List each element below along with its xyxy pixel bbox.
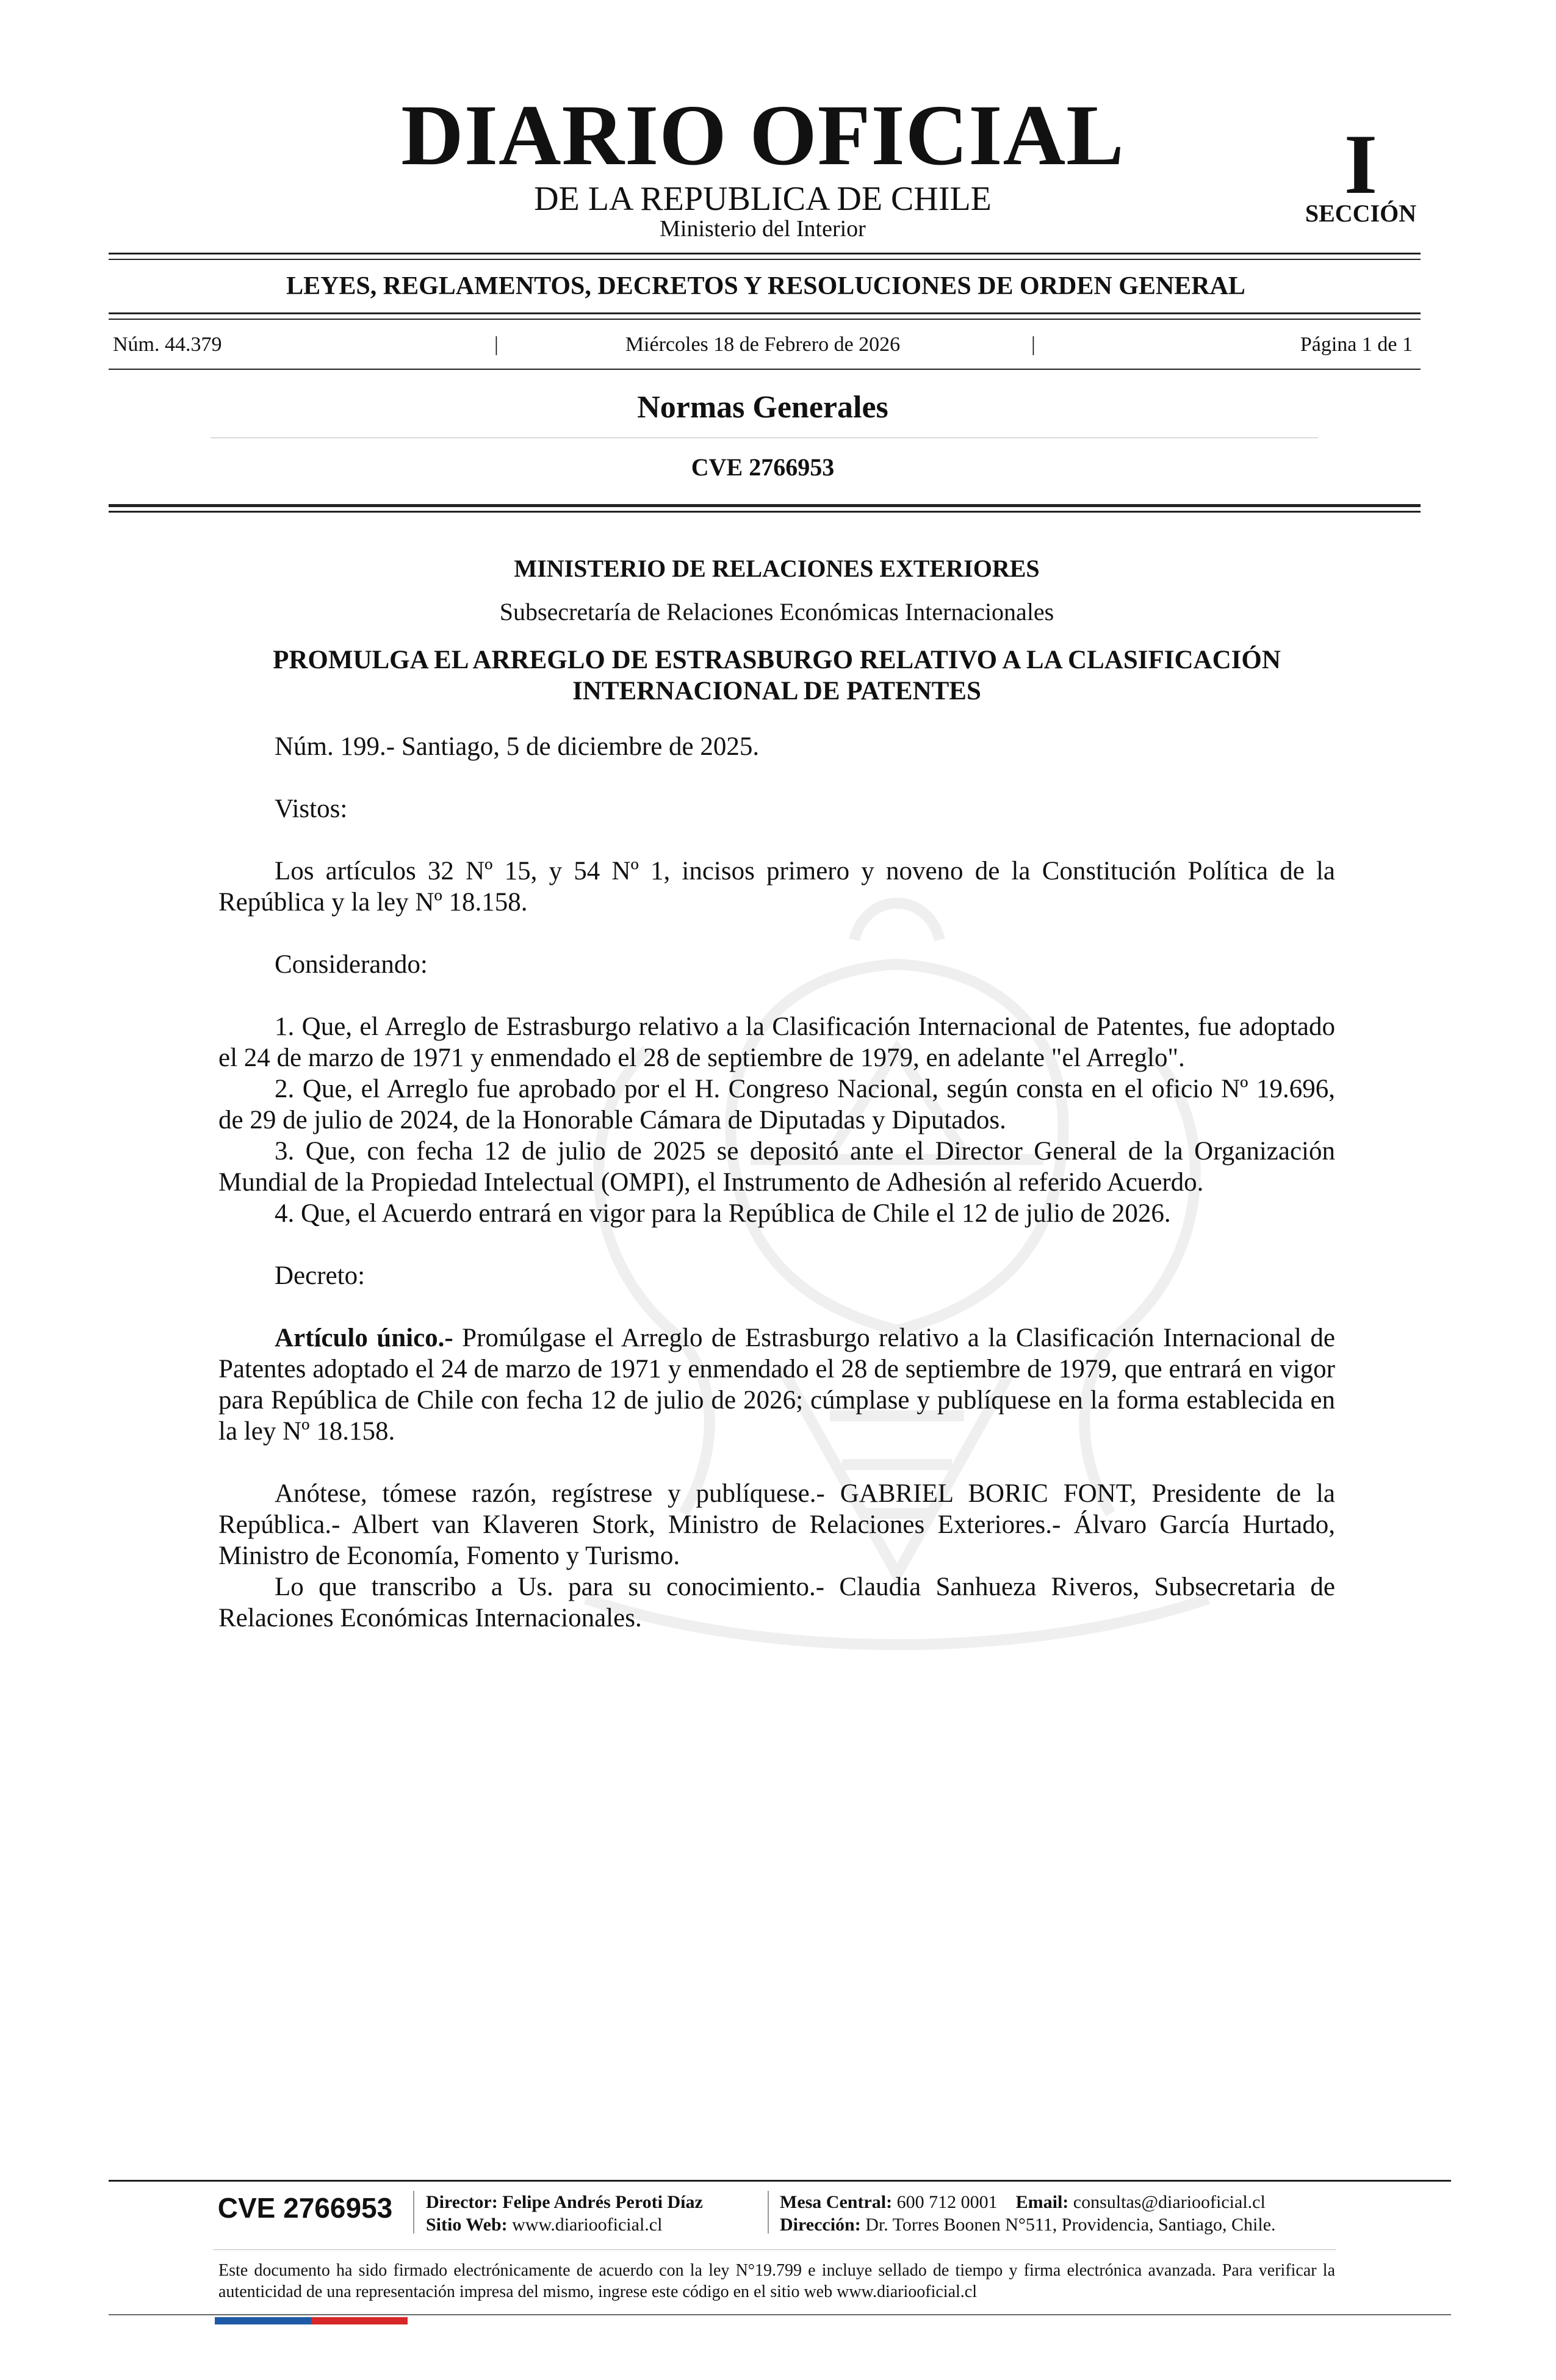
header-rule-2: [109, 259, 1421, 260]
flag-stripe-red: [311, 2317, 408, 2324]
email-label: Email:: [1015, 2192, 1069, 2212]
meta-rule: [109, 369, 1421, 370]
banner: LEYES, REGLAMENTOS, DECRETOS Y RESOLUCIONES DE ORDEN GENERAL: [286, 272, 1245, 300]
section-heading: Normas Generales: [637, 390, 888, 425]
footer-contact-block: [780, 2191, 1276, 2236]
considerando-item: 2. Que, el Arreglo fue aprobado por el H. Congreso Nacional, según consta en el oficio Nº 19.696, de 29 de julio de 2024, de la Honorable Cámara de Diputadas y Diputados.: [218, 1075, 1335, 1134]
footer-disclaimer: Este documento ha sido firmado electrónicamente de acuerdo con la ley N°19.799 e incluye sellado de tiempo y firma electrónica avanzada. Para verificar la autenticidad de una representación impresa del mismo, ingrese este código en el sitio web www.diariooficial.cl: [218, 2261, 1335, 2301]
footer-rule-bottom: [109, 2314, 1451, 2315]
considerando-item: 3. Que, con fecha 12 de julio de 2025 se depositó ante el Director General de la Organización Mundial de la Propiedad Intelectual (OMPI), el Instrumento de Adhesión al referido Acuerdo.: [218, 1137, 1335, 1197]
document-ministry: MINISTERIO DE RELACIONES EXTERIORES: [514, 555, 1040, 582]
articulo-text: Promúlgase el Arreglo de Estrasburgo relativo a la Clasificación Internacional de Patentes adoptado el 24 de marzo de 1971 y enmendado el 28 de septiembre de 1979, que entrará en vigor para República de Chile con fecha 12 de julio de 2026; cúmplase y publíquese en la forma establecida en la ley Nº 18.158.: [218, 1324, 1335, 1446]
articulo-label: Artículo único.-: [275, 1324, 453, 1352]
meta-separator: |: [494, 333, 499, 356]
web-link[interactable]: www.diariooficial.cl: [512, 2215, 663, 2235]
decree-number-line: Núm. 199.- Santiago, 5 de diciembre de 2025.: [275, 732, 760, 761]
issue-date: Miércoles 18 de Febrero de 2026: [625, 333, 901, 356]
page-indicator: Página 1 de 1: [1300, 333, 1413, 356]
decree-title-line-2: INTERNACIONAL DE PATENTES: [572, 677, 981, 705]
document-body: [218, 553, 1335, 1634]
considerando-item: 1. Que, el Arreglo de Estrasburgo relativo a la Clasificación Internacional de Patentes, fue adoptado el 24 de marzo de 1971 y enmendado el 28 de septiembre de 1979, en adelante "el Arreglo".: [218, 1012, 1335, 1072]
meta-separator: |: [1031, 333, 1036, 356]
footer-divider: [768, 2191, 769, 2234]
section-rule-2: [109, 511, 1421, 513]
address-value: Dr. Torres Boonen N°511, Providencia, Santiago, Chile.: [865, 2215, 1276, 2235]
issue-number: Núm. 44.379: [113, 333, 222, 356]
footer-divider: [413, 2191, 414, 2234]
considerando-label: Considerando:: [275, 950, 428, 979]
masthead-title: DIARIO OFICIAL: [401, 87, 1125, 183]
section-label: SECCIÓN: [1305, 200, 1417, 227]
section-rule-1: [109, 504, 1421, 507]
decree-title-line-1: PROMULGA EL ARREGLO DE ESTRASBURGO RELATIVO A LA CLASIFICACIÓN: [273, 646, 1281, 674]
vistos-label: Vistos:: [275, 795, 348, 823]
director-label: Director:: [426, 2192, 498, 2212]
director-name: Felipe Andrés Peroti Díaz: [502, 2192, 703, 2212]
vistos-text: Los artículos 32 Nº 15, y 54 Nº 1, incisos primero y noveno de la Constitución Política de la República y la ley Nº 18.158.: [218, 857, 1335, 917]
masthead-subtitle: DE LA REPUBLICA DE CHILE: [534, 180, 992, 218]
footer-director-block: [426, 2191, 703, 2236]
flag-stripe-blue: [215, 2317, 311, 2324]
section-numeral: I: [1344, 117, 1378, 212]
footer-rule-top: [109, 2180, 1451, 2182]
header-rule-1: [109, 253, 1421, 254]
footer-rule-mid: [214, 2249, 1336, 2250]
central-label: Mesa Central:: [780, 2192, 893, 2212]
central-phone: 600 712 0001: [896, 2192, 998, 2212]
cve-code: CVE 2766953: [691, 453, 835, 481]
web-label: Sitio Web:: [426, 2215, 508, 2235]
banner-rule-1: [109, 312, 1421, 314]
email-link[interactable]: consultas@diariooficial.cl: [1073, 2192, 1266, 2212]
articulo-unico: [218, 1322, 1335, 1447]
footer-cve-code: CVE 2766953: [217, 2192, 393, 2224]
transcription-note: Lo que transcribo a Us. para su conocimiento.- Claudia Sanhueza Riveros, Subsecretaria de Relaciones Económicas Internacionales.: [218, 1573, 1335, 1632]
document-subsecretaria: Subsecretaría de Relaciones Económicas Internacionales: [499, 598, 1054, 626]
decreto-label: Decreto:: [275, 1261, 366, 1290]
masthead-ministry: Ministerio del Interior: [660, 216, 866, 242]
address-label: Dirección:: [780, 2215, 861, 2235]
banner-rule-2: [109, 319, 1421, 320]
decree-title: [218, 644, 1335, 707]
closing-signatures: Anótese, tómese razón, regístrese y publíquese.- GABRIEL BORIC FONT, Presidente de la República.- Albert van Klaveren Stork, Ministro de Relaciones Exteriores.- Álvaro García Hurtado, Ministro de Economía, Fomento y Turismo.: [218, 1479, 1335, 1570]
considerando-item: 4. Que, el Acuerdo entrará en vigor para la República de Chile el 12 de julio de 2026.: [275, 1199, 1171, 1228]
